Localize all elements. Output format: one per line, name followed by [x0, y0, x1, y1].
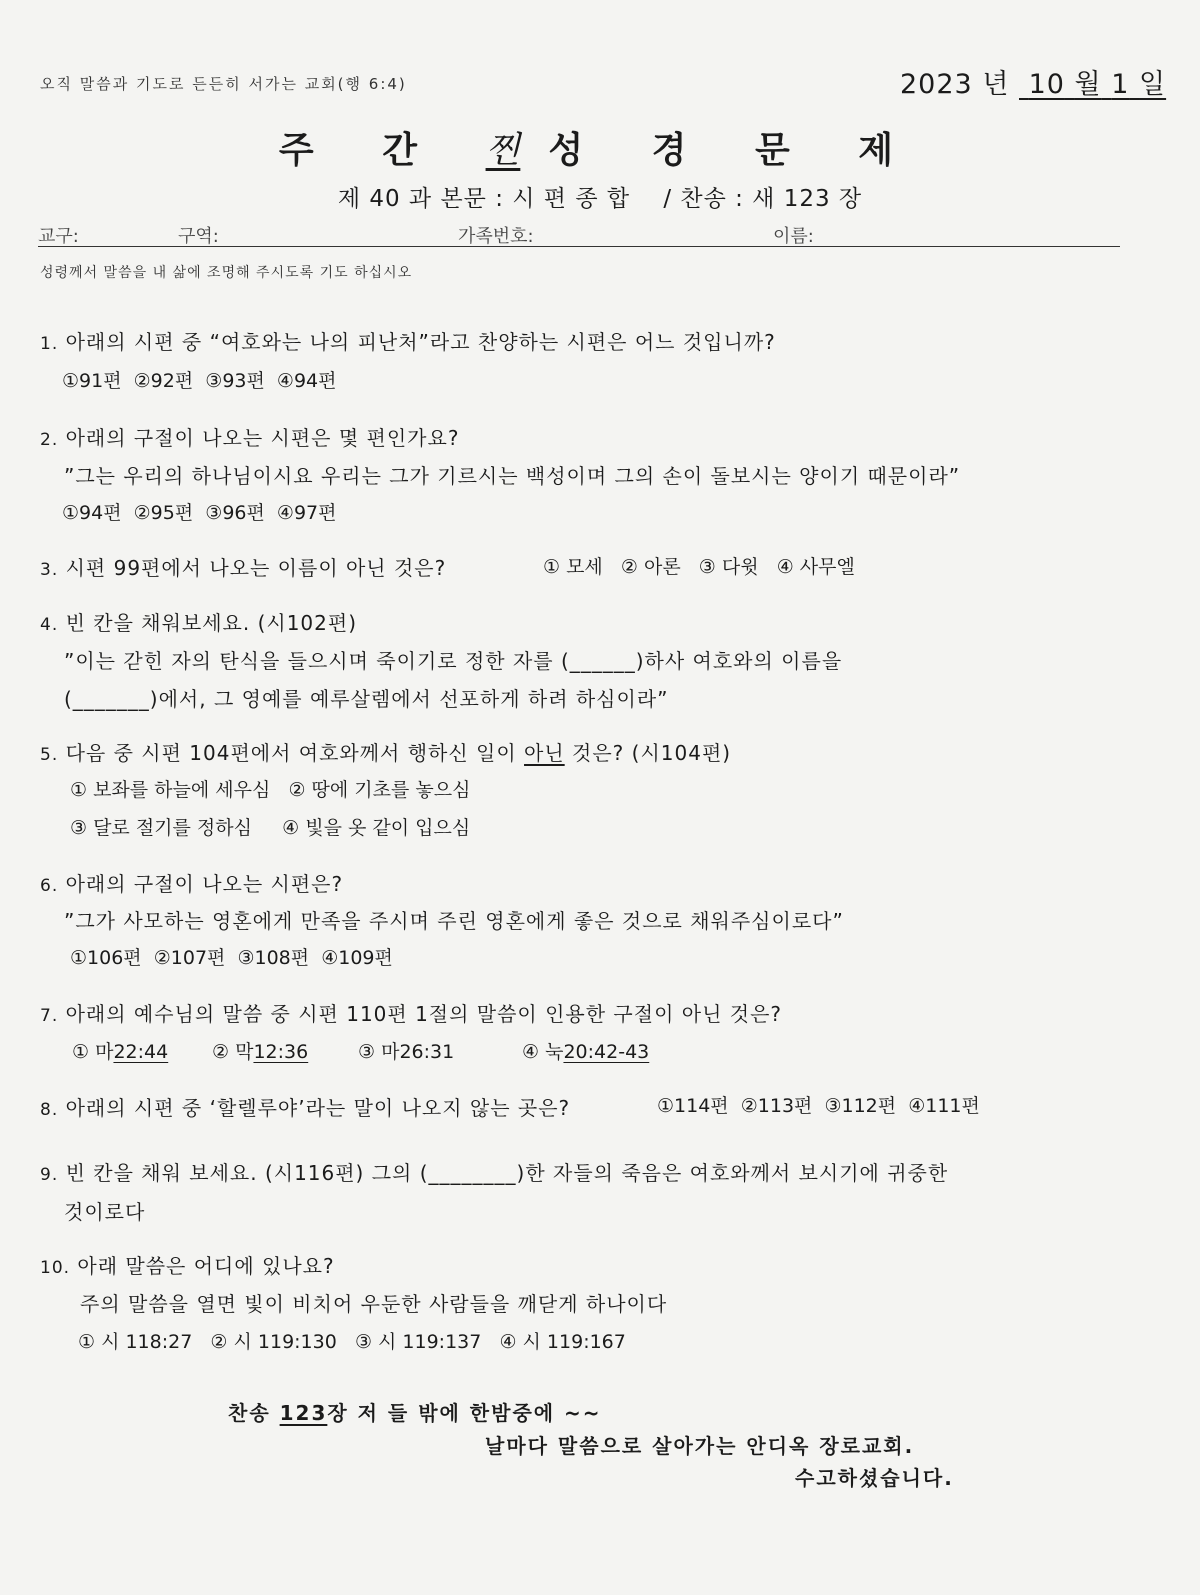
question-number: 9.: [40, 1165, 59, 1185]
option-reference: 22:44: [113, 1041, 169, 1063]
option-book: 마: [381, 1041, 400, 1063]
question-8: [40, 1092, 570, 1121]
question-3-options: ① 모세 ② 아론 ③ 다윗 ④ 사무엘: [543, 556, 855, 578]
closing-hymn: [228, 1397, 602, 1426]
question-9: [40, 1157, 948, 1186]
question-7: [40, 998, 782, 1027]
question-number: 7.: [40, 1006, 59, 1026]
question-6: [40, 868, 343, 897]
question-number: 6.: [40, 876, 59, 896]
field-district: 교구:: [38, 226, 79, 247]
question-7-option-1: [72, 1037, 168, 1064]
question-2-options: ①94편 ②95편 ③96편 ④97편: [62, 502, 337, 524]
question-4: [40, 607, 357, 636]
field-area: 구역:: [178, 226, 219, 247]
option-mark: ④: [522, 1041, 540, 1063]
question-number: 5.: [40, 745, 59, 765]
option-mark: ②: [212, 1041, 230, 1063]
question-line-1: 빈 칸을 채워 보세요. (시116편) 그의 (________)한 자들의 죽음은 여호와께서 보시기에 귀중한: [65, 1161, 949, 1185]
question-4-line-1: ”이는 갇힌 자의 탄식을 들으시며 죽이기로 정한 자를 (______)하사 여호와의 이름을: [64, 649, 843, 673]
closing-hymn-number: 123: [279, 1401, 328, 1425]
lesson-subtitle: 제 40 과 본문 : 시 편 종 합 / 찬송 : 새 123 장: [337, 186, 863, 212]
date-month-unit: 월: [1074, 69, 1102, 100]
question-text-a: 다음 중 시편 104편에서 여호와께서 행하신 일이: [65, 741, 517, 765]
option-mark: ③: [358, 1041, 376, 1063]
date-year: 2023: [900, 69, 973, 100]
question-text: 아래의 시편 중 ‘할렐루야’라는 말이 나오지 않는 곳은?: [65, 1096, 571, 1120]
title-suffix: 성 경 문 제: [548, 130, 922, 171]
question-3: [40, 552, 446, 581]
question-10-quote: 주의 말씀을 열면 빛이 비치어 우둔한 사람들을 깨닫게 하나이다: [80, 1292, 668, 1316]
question-2-quote: ”그는 우리의 하나님이시요 우리는 그가 기르시는 백성이며 그의 손이 돌보시는 양이기 때문이라”: [64, 464, 961, 488]
question-text-c: 것은? (시104편): [572, 741, 732, 765]
date-day-unit: 일: [1139, 69, 1167, 100]
question-text: 아래의 시편 중 “여호와는 나의 피난처”라고 찬양하는 시편은 어느 것입니까?: [65, 330, 776, 354]
closing-hymn-prefix: 찬송: [228, 1401, 271, 1425]
question-text: 아래의 예수님의 말씀 중 시편 110편 1절의 말씀이 인용한 구절이 아닌 것은?: [65, 1002, 782, 1026]
field-family-number: 가족번호:: [458, 226, 534, 247]
question-number: 10.: [40, 1258, 71, 1278]
title-prefix: 주 간: [278, 130, 446, 171]
question-1-options: ①91편 ②92편 ③93편 ④94편: [62, 370, 337, 392]
prayer-note: 성령께서 말씀을 내 삶에 조명해 주시도록 기도 하십시오: [40, 265, 413, 281]
church-motto: 오직 말씀과 기도로 든든히 서가는 교회(행 6:4): [40, 75, 407, 93]
question-7-option-4: [522, 1037, 649, 1064]
question-5: [40, 737, 731, 766]
date-day: 1: [1111, 69, 1130, 100]
question-text: 아래 말씀은 어디에 있나요?: [77, 1254, 335, 1278]
date-month-day: [1019, 69, 1166, 100]
question-5-options-row-2: ③ 달로 절기를 정하심 ④ 빛을 옷 같이 입으심: [70, 817, 471, 839]
page-title: [0, 122, 1200, 173]
question-7-option-3: [358, 1037, 454, 1064]
option-mark: ①: [72, 1041, 90, 1063]
question-4-line-2: (_______)에서, 그 영예를 예루살렘에서 선포하게 하려 하심이라”: [64, 687, 669, 711]
question-5-options-row-1: ① 보좌를 하늘에 세우심 ② 땅에 기초를 놓으심: [70, 779, 471, 801]
question-8-options: ①114편 ②113편 ③112편 ④111편: [657, 1095, 980, 1117]
question-text: 아래의 구절이 나오는 시편은 몇 편인가요?: [65, 426, 460, 450]
question-1: [40, 326, 776, 355]
title-handwritten-mark: 찐: [485, 130, 521, 171]
info-fields-row: [38, 222, 1120, 247]
option-reference: 20:42-43: [563, 1041, 650, 1063]
closing-church: 날마다 말씀으로 살아가는 안디옥 장로교회.: [485, 1434, 915, 1458]
closing-hymn-title: 장 저 들 밖에 한밤중에 ~~: [327, 1401, 602, 1425]
question-2: [40, 422, 459, 451]
date-year-unit: 년: [982, 69, 1010, 100]
worksheet-date: [900, 62, 1166, 101]
question-10-options: ① 시 118:27 ② 시 119:130 ③ 시 119:137 ④ 시 119:167: [78, 1331, 626, 1353]
date-month: 10: [1028, 69, 1065, 100]
question-number: 1.: [40, 334, 59, 354]
question-9-line-2: 것이로다: [64, 1200, 146, 1224]
question-7-option-2: [212, 1037, 308, 1064]
question-text: 아래의 구절이 나오는 시편은?: [65, 872, 344, 896]
question-text: 빈 칸을 채워보세요. (시102편): [65, 611, 358, 635]
question-text: 시편 99편에서 나오는 이름이 아닌 것은?: [65, 556, 447, 580]
question-text-emphasis: 아닌: [524, 741, 565, 765]
option-book: 눅: [545, 1041, 564, 1063]
question-10: [40, 1250, 335, 1279]
option-book: 마: [95, 1041, 114, 1063]
field-name: 이름:: [773, 226, 814, 247]
option-book: 막: [235, 1041, 254, 1063]
question-number: 3.: [40, 560, 59, 580]
question-number: 8.: [40, 1100, 59, 1120]
option-reference: 26:31: [399, 1041, 455, 1063]
question-6-options: ①106편 ②107편 ③108편 ④109편: [70, 947, 393, 969]
closing-thanks: 수고하셨습니다.: [795, 1466, 954, 1490]
question-number: 2.: [40, 430, 59, 450]
question-6-quote: ”그가 사모하는 영혼에게 만족을 주시며 주린 영혼에게 좋은 것으로 채워주심이로다”: [64, 909, 844, 933]
question-number: 4.: [40, 615, 59, 635]
option-reference: 12:36: [253, 1041, 309, 1063]
